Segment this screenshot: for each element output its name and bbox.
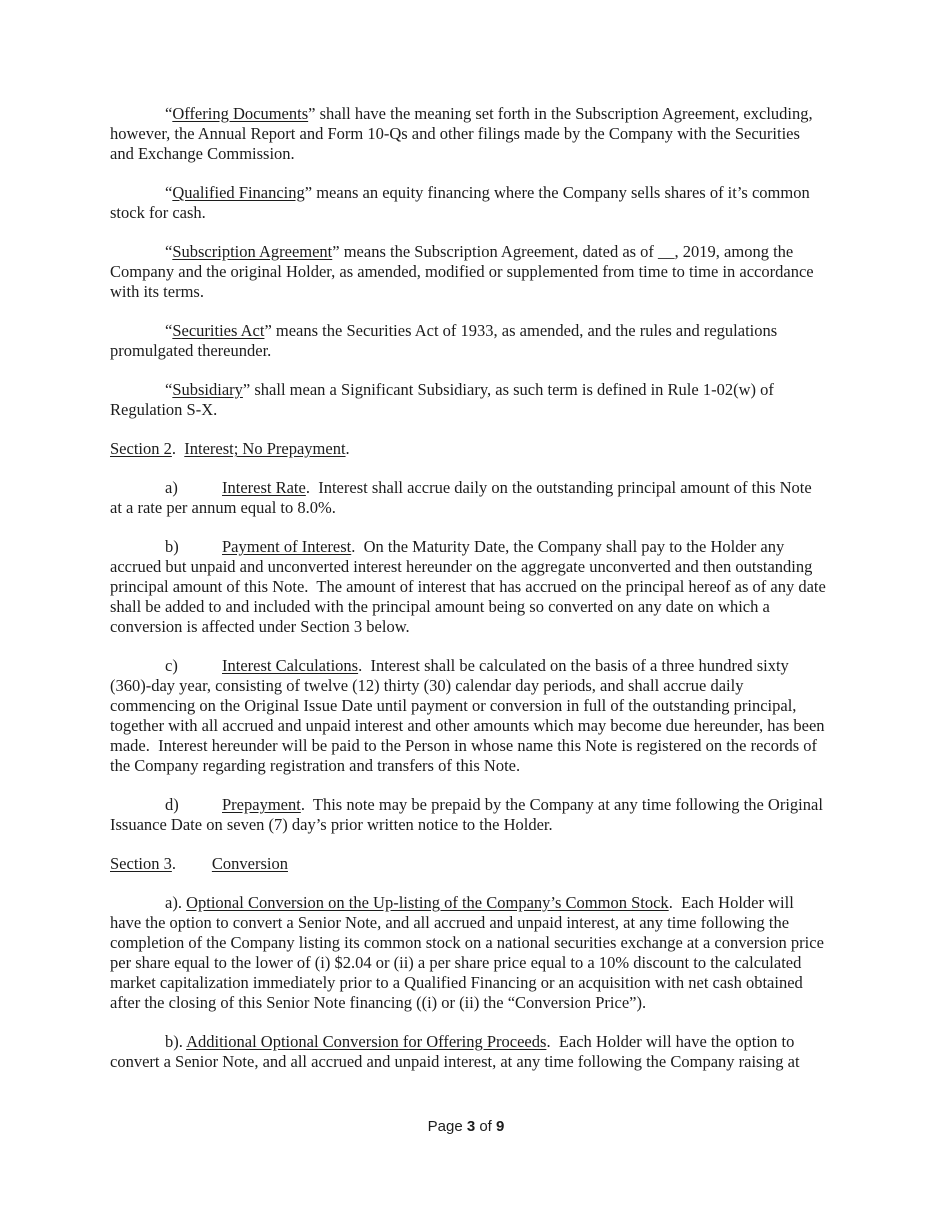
section-title: Interest; No Prepayment xyxy=(184,439,346,458)
defined-term: Qualified Financing xyxy=(172,183,305,202)
definition-subsidiary xyxy=(110,380,826,420)
clause-title: Interest Calculations xyxy=(222,656,359,675)
clause-text: . Interest shall accrue daily on the outstanding principal amount of this Note at a rate per annum equal to 8.0%. xyxy=(110,478,816,517)
clause-title: Prepayment xyxy=(222,795,301,814)
document-body xyxy=(110,104,830,1091)
definition-subscription-agreement xyxy=(110,242,826,302)
separator: . xyxy=(171,854,176,873)
section-number: Section 2 xyxy=(110,439,172,458)
clause-payment-of-interest xyxy=(110,537,830,637)
defined-term: Subscription Agreement xyxy=(172,242,333,261)
section-3-heading xyxy=(110,854,826,874)
definition-qualified-financing xyxy=(110,183,826,223)
clause-text: . On the Maturity Date, the Company shall pay to the Holder any accrued but unpaid and unconverted interest hereunder on the aggregate unconverted and then outstanding principal amount of this Note. The amount of interest that has accrued on the principal hereof as of any date shall be added to and included with the principal amount being so converted on any date on which a conversion is affected under Section 3 below. xyxy=(110,537,830,636)
definition-text: ” shall have the meaning set forth in the Subscription Agreement, excluding, however, the Annual Report and Form 10-Qs and other filings made by the Company with the Securities and Exchange Commission. xyxy=(110,104,817,163)
open-quote: “ xyxy=(165,380,173,399)
clause-text: . Each Holder will have the option to convert a Senior Note, and all accrued and unpaid interest, at any time following the completion of the Company listing its common stock on a national securities exchange at a conversion price per share equal to the lower of (i) $2.04 or (ii) a per share price equal to a 10% discount to the calculated market capitalization immediately prior to a Qualified Financing or an acquisition with net cash obtained after the closing of this Senior Note financing ((i) or (ii) the “Conversion Price”). xyxy=(110,893,829,1012)
definition-text: ” means the Securities Act of 1933, as amended, and the rules and regulations promulgated thereunder. xyxy=(110,321,782,360)
footer-total-pages: 9 xyxy=(496,1118,505,1135)
clause-text: . Each Holder will have the option to convert a Senior Note, and all accrued and unpaid interest, at any time following the Company raising at xyxy=(110,1032,800,1071)
period: . xyxy=(345,439,350,458)
clause-letter: a). xyxy=(165,893,187,912)
defined-term: Offering Documents xyxy=(172,104,309,123)
separator: . xyxy=(171,439,185,458)
open-quote: “ xyxy=(165,242,173,261)
clause-interest-rate xyxy=(110,478,826,518)
clause-letter: c) xyxy=(165,656,178,675)
clause-text: . Interest shall be calculated on the basis of a three hundred sixty (360)-day year, consisting of twelve (12) thirty (30) calendar day periods, and shall accrue daily commencing on the Original Issue Date until payment or conversion in full of the outstanding principal, together with all accrued and unpaid interest and other amounts which may become due hereunder, has been made. Interest hereunder will be paid to the Person in whose name this Note is registered on the records of the Company regarding registration and transfers of this Note. xyxy=(110,656,829,775)
open-quote: “ xyxy=(165,321,173,340)
definition-text: ” means the Subscription Agreement, dated as of __, 2019, among the Company and the original Holder, as amended, modified or supplemented from time to time in accordance with its terms. xyxy=(110,242,818,301)
open-quote: “ xyxy=(165,183,173,202)
footer-page-label: Page xyxy=(427,1118,467,1135)
clause-letter: a) xyxy=(165,478,178,497)
clause-optional-conversion-uplisting xyxy=(110,893,829,1013)
section-title: Conversion xyxy=(211,854,288,873)
definition-offering-documents xyxy=(110,104,826,164)
clause-prepayment xyxy=(110,795,826,835)
footer-current-page: 3 xyxy=(466,1118,476,1135)
clause-additional-optional-conversion xyxy=(110,1032,826,1072)
clause-title: Interest Rate xyxy=(222,478,306,497)
defined-term: Securities Act xyxy=(172,321,265,340)
definition-securities-act xyxy=(110,321,826,361)
clause-letter: b) xyxy=(165,537,179,556)
clause-title: Additional Optional Conversion for Offering Proceeds xyxy=(186,1032,547,1051)
footer-of-label: of xyxy=(475,1118,497,1135)
open-quote: “ xyxy=(165,104,173,123)
definition-text: ” means an equity financing where the Company sells shares of it’s common stock for cash. xyxy=(110,183,814,222)
defined-term: Subsidiary xyxy=(172,380,243,399)
definition-text: ” shall mean a Significant Subsidiary, as such term is defined in Rule 1-02(w) of Regulation S-X. xyxy=(110,380,778,419)
clause-title: Payment of Interest xyxy=(222,537,352,556)
clause-letter: b). xyxy=(165,1032,187,1051)
section-2-heading xyxy=(110,439,826,459)
clause-interest-calculations xyxy=(110,656,829,776)
clause-letter: d) xyxy=(165,795,179,814)
page-footer xyxy=(0,1117,932,1137)
section-number: Section 3 xyxy=(110,854,172,873)
clause-text: . This note may be prepaid by the Company at any time following the Original Issuance Date on seven (7) day’s prior written notice to the Holder. xyxy=(110,795,828,834)
clause-title: Optional Conversion on the Up-listing of the Company’s Common Stock xyxy=(186,893,669,912)
